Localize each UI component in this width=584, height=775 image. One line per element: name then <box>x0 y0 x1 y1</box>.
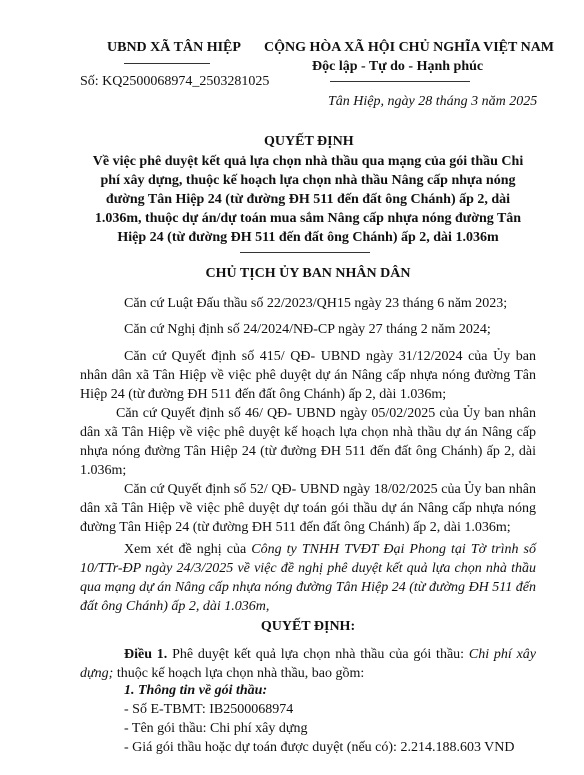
proposal-italic: Công ty TNHH TVĐT Đại Phong tại Tờ trình số 10/TTr-ĐP ngày 24/3/2025 về việc đề nghị phê duyệt kết quả lựa chọn nhà thầu qua mạng dự án Nâng cấp nhựa nóng đường Tân Hiệp 24 (từ đường ĐH 511 đến đất ông Chánh) ấp 2, dài 1.036m, <box>80 542 536 614</box>
motto: Độc lập - Tự do - Hạnh phúc <box>312 59 484 74</box>
org-underline <box>124 63 210 64</box>
item-package-price: - Giá gói thầu hoặc dự toán được duyệt (nếu có): 2.214.188.603 VND <box>124 740 515 755</box>
subject-line-2: phí xây dựng, thuộc kế hoạch lựa chọn nhà thầu Nâng cấp nhựa nóng <box>100 173 516 188</box>
subject-line-4: 1.036m, thuộc dự án/dự toán mua sắm Nâng cấp nhựa nóng đường Tân <box>94 211 522 226</box>
document-number: Số: KQ2500068974_2503281025 <box>80 74 270 89</box>
proposal-prefix: Xem xét đề nghị của <box>124 542 252 557</box>
motto-underline <box>330 81 470 82</box>
ground-decree: Căn cứ Nghị định số 24/2024/NĐ-CP ngày 27 tháng 2 năm 2024; <box>124 322 491 337</box>
article-1-text-after: thuộc kế hoạch lựa chọn nhà thầu, bao gồm: <box>113 666 365 681</box>
article-1-paragraph <box>80 645 536 683</box>
proposal-paragraph <box>80 540 536 616</box>
section-1-title: 1. Thông tin về gói thầu: <box>124 683 268 698</box>
decision-heading: QUYẾT ĐỊNH: <box>260 619 356 634</box>
ground-decision-415: Căn cứ Quyết định số 415/ QĐ- UBND ngày 31/12/2024 của Ủy ban nhân dân xã Tân Hiệp về việc phê duyệt dự án Nâng cấp nhựa nóng đường Tân Hiệp 24 (từ đường ĐH 511 đến đất ông Chánh) ấp 2, dài 1.036m; <box>80 349 536 402</box>
place-date: Tân Hiệp, ngày 28 tháng 3 năm 2025 <box>328 94 538 109</box>
document-heading: QUYẾT ĐỊNH <box>264 134 354 149</box>
article-1-label: Điều 1. <box>124 647 168 662</box>
ground-law: Căn cứ Luật Đấu thầu số 22/2023/QH15 ngày 23 tháng 6 năm 2023; <box>124 296 508 311</box>
subject-line-5: Hiệp 24 (từ đường ĐH 511 đến đất ông Chánh) ấp 2, dài 1.036m <box>117 230 499 245</box>
nation-title: CỘNG HÒA XÃ HỘI CHỦ NGHĨA VIỆT NAM <box>264 40 555 55</box>
package-name: Chi phí xây dựng; <box>80 647 537 681</box>
ground-decision-46: Căn cứ Quyết định số 46/ QĐ- UBND ngày 05/02/2025 của Ủy ban nhân dân xã Tân Hiệp về việc phê duyệt kế hoạch lựa chọn nhà thầu dự án Nâng cấp nhựa nóng đường Tân Hiệp 24 (từ đường ĐH 511 đến đất ông Chánh) ấp 2, dài 1.036m; <box>80 406 536 478</box>
organization-name: UBND XÃ TÂN HIỆP <box>107 40 241 55</box>
item-package-name: - Tên gói thầu: Chi phí xây dựng <box>124 721 308 736</box>
subject-line-3: đường Tân Hiệp 24 (từ đường ĐH 511 đến đất ông Chánh) ấp 2, dài <box>105 192 511 207</box>
ground-decision-52: Căn cứ Quyết định số 52/ QĐ- UBND ngày 18/02/2025 của Ủy ban nhân dân xã Tân Hiệp về việc phê duyệt dự toán gói thầu dự án Nâng cấp nhựa nóng đường Tân Hiệp 24 (từ đường ĐH 511 đến đất ông Chánh) ấp 2, dài 1.036m; <box>80 482 536 535</box>
title-underline <box>240 252 370 253</box>
issuing-authority: CHỦ TỊCH ỦY BAN NHÂN DÂN <box>205 266 411 281</box>
subject-line-1: Về việc phê duyệt kết quả lựa chọn nhà thầu qua mạng của gói thầu Chi <box>92 154 524 169</box>
article-1-text: Phê duyệt kết quả lựa chọn nhà thầu của gói thầu: <box>167 647 469 662</box>
item-etbmt: - Số E-TBMT: IB2500068974 <box>124 702 294 717</box>
